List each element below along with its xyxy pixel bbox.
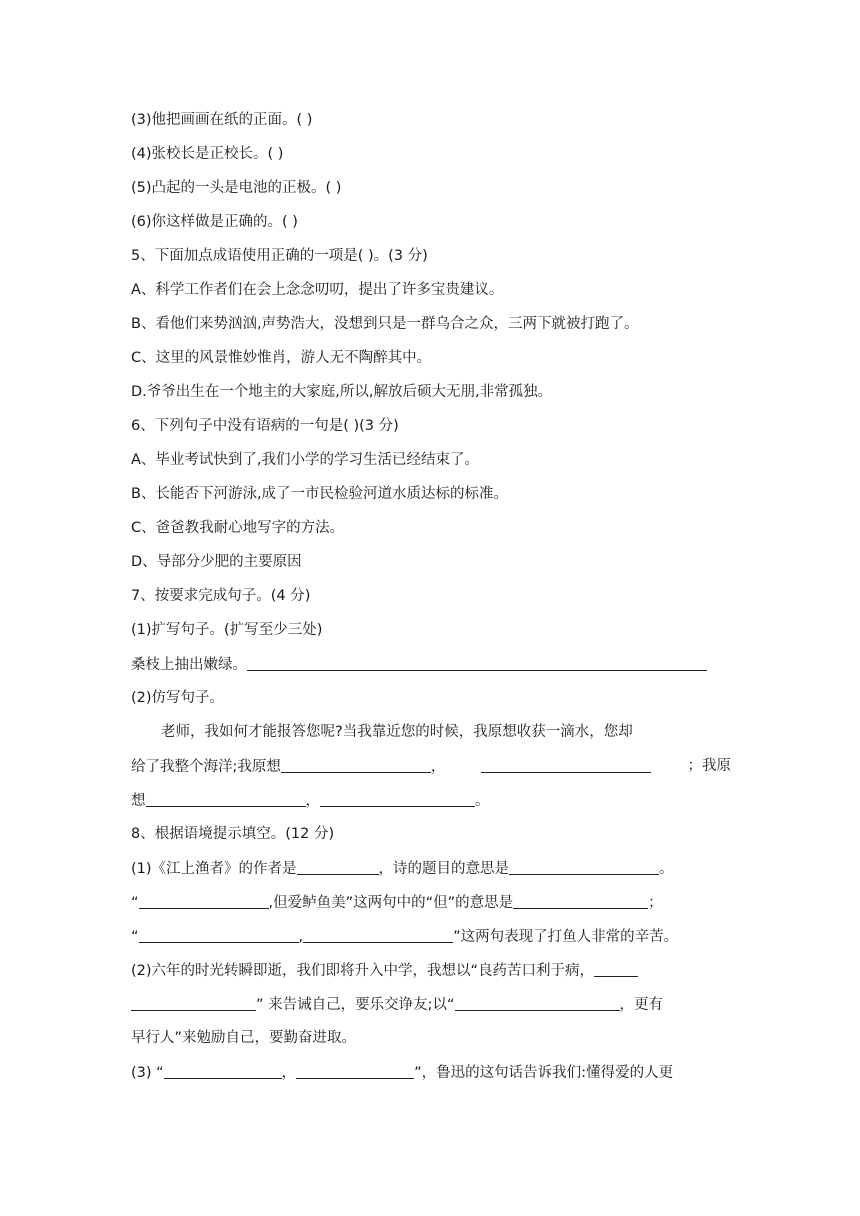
question-5-title: 5、下面加点成语使用正确的一项是( )。(3 分) [131, 248, 428, 264]
text-fragment: ”这两句表现了打鱼人非常的辛苦。 [453, 929, 679, 945]
question-8-part-2-line-2 [131, 992, 731, 1016]
question-6-option-b: B、长能否下河游泳,成了一市民检验河道水质达标的标准。 [131, 486, 509, 502]
text-fragment: ”，鲁迅的这句话告诉我们:懂得爱的人更 [414, 1065, 674, 1081]
question-8-part-3-line-1 [131, 1060, 731, 1084]
text-fragment: “ [131, 895, 139, 911]
text-fragment: “ [131, 929, 139, 945]
text-fragment: ,但爱鲈鱼美”这两句中的“但”的意思是 [268, 895, 514, 911]
question-8-part-2-line-1 [131, 958, 731, 982]
text-fragment: ， [430, 759, 446, 775]
question-7-part-2: (2)仿写句子。 [131, 690, 225, 706]
question-4-item-5: (5)凸起的一头是电池的正极。( ) [131, 180, 342, 196]
answer-blank[interactable] [164, 1060, 282, 1079]
answer-blank[interactable] [297, 856, 379, 875]
question-7-title: 7、按要求完成句子。(4 分) [131, 588, 311, 604]
question-8-part-2-line-3: 早行人”来勉励自己，要勤奋进取。 [131, 1030, 357, 1046]
question-8-part-1-line-2 [131, 890, 731, 914]
question-7-part-1: (1)扩写句子。(扩写至少三处) [131, 622, 323, 638]
question-4-item-6: (6)你这样做是正确的。( ) [131, 214, 298, 230]
answer-blank[interactable] [303, 924, 453, 943]
answer-blank[interactable] [146, 788, 306, 807]
text-fragment: ， [305, 793, 320, 809]
question-4-item-3: (3)他把画画在纸的正面。( ) [131, 112, 313, 128]
text-fragment: 。 [659, 861, 674, 877]
text-fragment: (1)《江上渔者》的作者是 [131, 861, 297, 877]
answer-blank[interactable] [247, 652, 707, 671]
answer-blank[interactable] [513, 890, 648, 909]
answer-blank[interactable] [594, 958, 638, 977]
question-5-option-c: C、这里的风景惟妙惟肖，游人无不陶醉其中。 [131, 350, 432, 366]
answer-blank[interactable] [139, 924, 299, 943]
question-8-part-1-line-1 [131, 856, 731, 880]
imitation-paragraph-line-2 [131, 754, 731, 778]
imitation-paragraph-line-3 [131, 788, 731, 812]
question-7-expand-sentence [131, 652, 731, 676]
answer-blank[interactable] [139, 890, 269, 909]
text-fragment: 给了我整个海洋;我原想 [131, 759, 281, 775]
text-fragment: ； [648, 895, 663, 911]
answer-blank[interactable] [509, 856, 659, 875]
answer-blank[interactable] [481, 754, 651, 773]
answer-blank[interactable] [131, 992, 256, 1011]
question-8-title: 8、根据语境提示填空。(12 分) [131, 826, 335, 842]
text-fragment: , [298, 929, 304, 945]
text-fragment: 。 [475, 793, 490, 809]
expand-sentence-text: 桑枝上抽出嫩绿。 [131, 657, 247, 673]
question-4-item-4: (4)张校长是正校长。( ) [131, 146, 284, 162]
text-fragment: 想 [131, 793, 146, 809]
question-5-option-a: A、科学工作者们在会上念念叨叨，提出了许多宝贵建议。 [131, 282, 504, 298]
question-6-option-c: C、爸爸教我耐心地写字的方法。 [131, 520, 345, 536]
answer-blank[interactable] [320, 788, 475, 807]
text-fragment: (3) “ [131, 1065, 164, 1081]
question-6-title: 6、下列句子中没有语病的一句是( )(3 分) [131, 418, 399, 434]
text-fragment: (2)六年的时光转瞬即逝，我们即将升入中学，我想以“良药苦口利于病， [131, 963, 595, 979]
question-8-part-1-line-3 [131, 924, 731, 948]
text-fragment: ；我原 [687, 758, 731, 774]
question-6-option-d: D、导部分少肥的主要原因 [131, 554, 302, 570]
question-5-option-d: D.爷爷出生在一个地主的大家庭,所以,解放后硕大无朋,非常孤独。 [131, 384, 553, 400]
question-6-option-a: A、毕业考试快到了,我们小学的学习生活已经结束了。 [131, 452, 480, 468]
answer-blank[interactable] [455, 992, 620, 1011]
text-fragment: ” 来告诫自己，要乐交诤友;以“ [256, 997, 455, 1013]
question-5-option-b: B、看他们来势汹汹,声势浩大，没想到只是一群乌合之众，三两下就被打跑了。 [131, 316, 639, 332]
text-fragment: ， [281, 1065, 297, 1081]
text-fragment: ，诗的题目的意思是 [378, 861, 510, 877]
answer-blank[interactable] [281, 754, 431, 773]
text-fragment: ，更有 [619, 997, 664, 1013]
answer-blank[interactable] [296, 1060, 414, 1079]
imitation-paragraph-line-1: 老师，我如何才能报答您呢?当我靠近您的时候，我原想收获一滴水，您却 [161, 724, 633, 740]
